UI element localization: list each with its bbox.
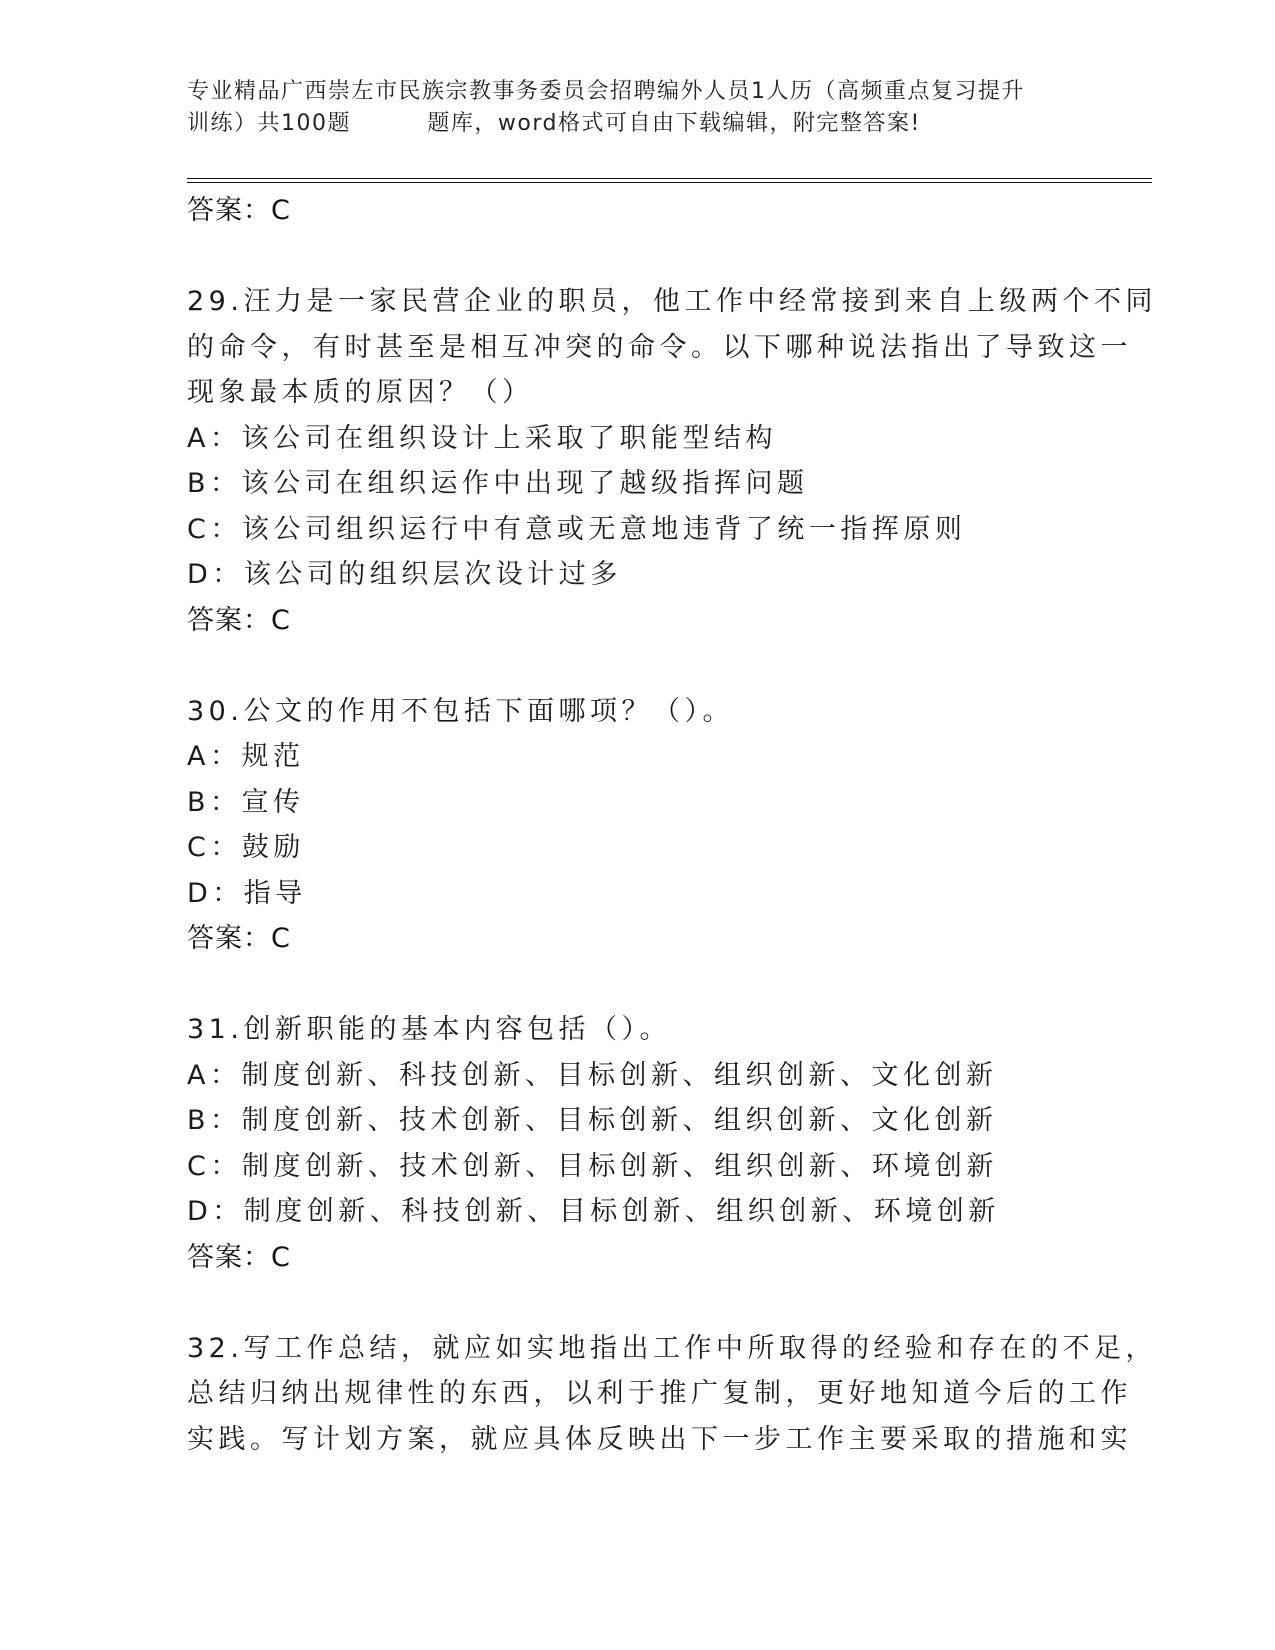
answer-line: 答案：C [187,923,291,954]
answer-line: 答案：C [187,195,291,226]
question-stem: 32.写工作总结，就应如实地指出工作中所取得的经验和存在的不足， [187,1332,1157,1364]
question-block [187,1326,1157,1463]
question-stem: 总结归纳出规律性的东西，以利于推广复制，更好地知道今后的工作 [187,1378,1132,1409]
page-header [187,76,1087,140]
question-stem: 30.公文的作用不包括下面哪项？（）。 [187,695,734,727]
question-stem: 的命令，有时甚至是相互冲突的命令。以下哪种说法指出了导致这一 [187,331,1132,363]
spacer [187,234,1127,280]
document-body [187,188,1157,1462]
question-stem: 现象最本质的原因？（） [187,377,534,408]
option-d: D：指导 [187,877,307,909]
option-c: C：鼓励 [187,832,305,863]
question-block [187,1007,1127,1280]
answer-line: 答案：C [187,1241,291,1273]
question-block [187,689,1127,962]
option-d: D：制度创新、科技创新、目标创新、组织创新、环境创新 [187,1196,1000,1227]
option-a: A：制度创新、科技创新、目标创新、组织创新、文化创新 [187,1059,998,1091]
header-rule [187,178,1152,179]
spacer [187,962,1127,1008]
header-title-line-1: 专业精品广西崇左市民族宗教事务委员会招聘编外人员1人历（高频重点复习提升 [187,79,1025,104]
question-block [187,279,1157,643]
question-stem: 29.汪力是一家民营企业的职员，他工作中经常接到来自上级两个不同 [187,286,1157,317]
option-d: D：该公司的组织层次设计过多 [187,559,622,590]
option-b: B：宣传 [187,786,305,818]
question-stem: 31.创新职能的基本内容包括（）。 [187,1014,671,1045]
header-title-line-2: 训练）共100题 题库，word格式可自由下载编辑，附完整答案! [187,111,921,136]
option-b: B：该公司在组织运作中出现了越级指挥问题 [187,468,809,499]
option-b: B：制度创新、技术创新、目标创新、组织创新、文化创新 [187,1105,998,1136]
question-stem: 实践。写计划方案，就应具体反映出下一步工作主要采取的措施和实 [187,1423,1132,1455]
option-c: C：该公司组织运行中有意或无意地违背了统一指挥原则 [187,513,967,545]
option-c: C：制度创新、技术创新、目标创新、组织创新、环境创新 [187,1150,998,1182]
option-a: A：规范 [187,741,305,772]
spacer [187,1280,1127,1326]
answer-line: 答案：C [187,604,291,636]
spacer [187,643,1127,689]
header-rule-secondary [187,182,1152,183]
option-a: A：该公司在组织设计上采取了职能型结构 [187,422,777,454]
